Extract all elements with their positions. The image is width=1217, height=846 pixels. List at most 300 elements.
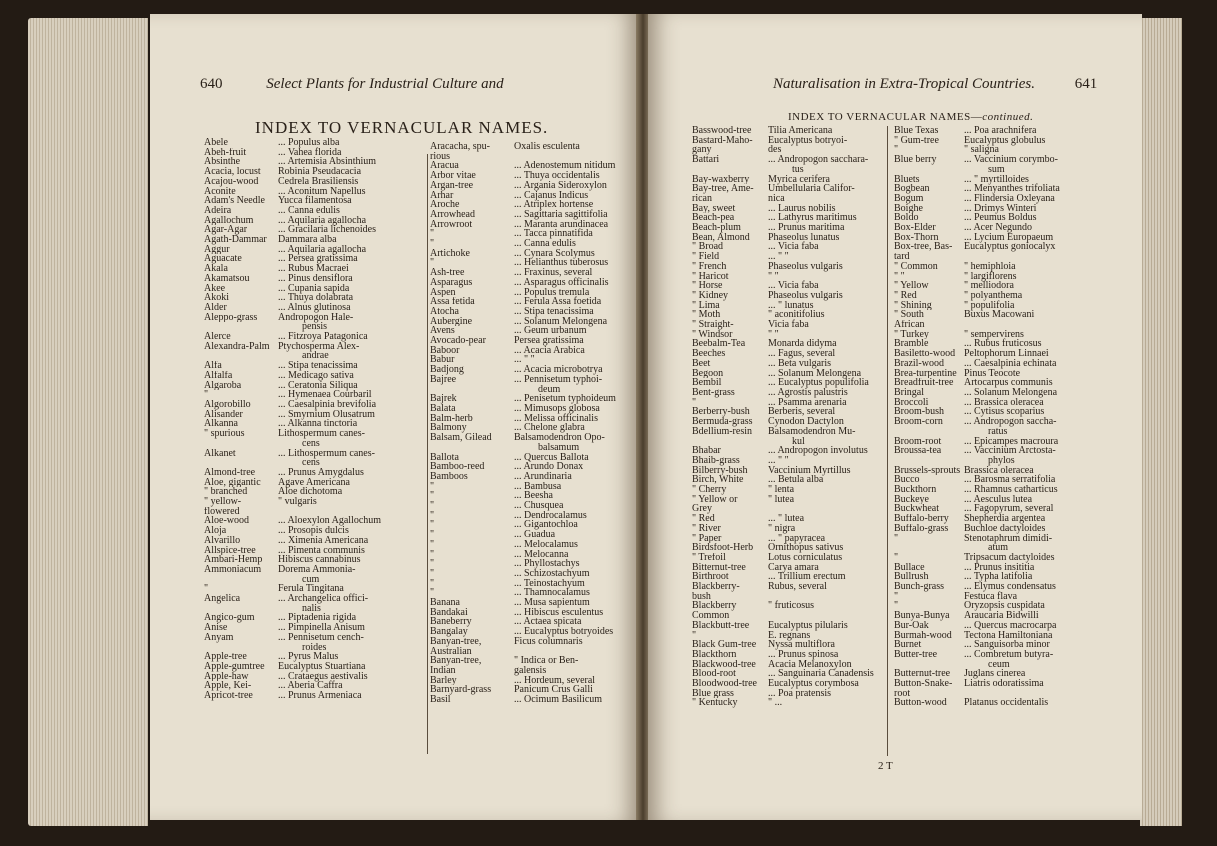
vernacular-name: Bembil [692,378,722,388]
scientific-name: ... Eucalyptus botryoides [514,626,614,638]
vernacular-name: " [204,584,209,595]
scientific-name: ... Lycium Europaeum [964,231,1054,243]
index-entry [894,650,1060,660]
scientific-name: Eucalyptus botryoi- [768,134,848,146]
vernacular-name: " [894,601,899,612]
scientific-name: ratus [988,425,1008,437]
scientific-name: ... Stipa tenacissima [278,360,358,372]
scientific-name: Araucaria Bidwilli [964,610,1039,622]
vernacular-name: " [430,549,435,560]
vernacular-name: " Gum-tree [894,135,939,146]
vernacular-name: Bitternut-tree [692,562,746,573]
scientific-name: ... Typha latifolia [964,571,1033,583]
vernacular-name: Agar-Agar [204,225,248,236]
vernacular-name: Balmony [430,423,467,434]
scientific-name: Lithospermum canes- [278,428,365,440]
vernacular-name: Common [692,611,730,621]
scientific-name: " hemiphloia [964,260,1016,272]
vernacular-name: Alkanna [204,419,238,430]
scientific-name: ... Hymenaea Courbaril [278,389,372,401]
vernacular-name: Beeches [692,349,726,359]
running-head-left [200,76,504,93]
vernacular-name: Alder [204,302,227,313]
scientific-name: ... Vaccinium corymbo- [964,154,1058,166]
scientific-name: ... " lutea [768,513,805,525]
scientific-name: ... Andropogon sacchara- [768,154,869,166]
scientific-name: Peltophorum Linnaei [964,348,1049,360]
scientific-name: ... Melocanna [514,548,569,560]
scientific-name: ... Actaea spicata [514,616,582,628]
scientific-name: ... Trillium erectum [768,571,846,583]
vernacular-name: " [430,501,435,511]
scientific-name: Agave Americana [278,476,350,488]
vernacular-name: Acajou-wood [204,176,259,187]
scientific-name: ... Pennisetum cench- [278,631,364,643]
vernacular-name: Bajree [430,374,457,385]
scientific-name: ... Rhamnus catharticus [964,484,1058,496]
scientific-name: ... " " [514,354,535,366]
vernacular-name: root [894,688,911,699]
vernacular-name: " Moth [692,310,721,321]
scientific-name: Persea gratissima [514,335,584,347]
vernacular-name: " French [692,261,727,272]
vernacular-name: Beebalm-Tea [692,339,746,350]
index-entry [204,429,381,439]
scientific-name: " polyanthema [964,289,1023,301]
scientific-name: ... Gigantochloa [514,519,578,531]
vernacular-name: Beach-plum [692,223,741,233]
scientific-name: Buchloe dactyloides [964,522,1046,534]
scientific-name: ... Pimenta communis [278,544,365,556]
index-entry [692,582,874,592]
vernacular-name: Baneberry [430,617,472,628]
index-entry [692,495,874,505]
vernacular-name: Buffalo-grass [894,523,949,534]
vernacular-name: Blue grass [692,688,734,699]
vernacular-name: Agath-Dammar [204,235,267,245]
vernacular-name: Aggur [204,244,230,255]
index-entry [204,594,381,604]
scientific-name: ... Elymus condensatus [964,581,1056,593]
vernacular-name: Bamboos [430,471,468,482]
vernacular-name: " [204,390,209,400]
vernacular-name: " Common [894,261,938,272]
scientific-name: ... Adenostemum nitidum [514,160,616,172]
scientific-name: ... Vicia faba [768,241,819,253]
scientific-name: Platanus occidentalis [964,697,1049,709]
vernacular-name: Bluets [894,174,920,185]
scientific-name: " lenta [768,484,795,496]
vernacular-name: Bean, Almond [692,232,750,243]
scientific-name: ... Alnus glutinosa [278,301,351,313]
vernacular-name: Bay-waxberry [692,174,750,185]
vernacular-name: " River [692,523,721,534]
vernacular-name: Burmah-wood [894,630,952,641]
vernacular-name: " [430,568,435,579]
vernacular-name: Blackthorn [692,649,737,660]
vernacular-name: Bullace [894,562,925,573]
scientific-name: nalis [302,602,321,614]
scientific-name: ... Tacca pinnatifida [514,228,593,240]
vernacular-name: Bringal [894,387,924,398]
right-column-1 [692,126,874,708]
index-entry [894,242,1060,252]
vernacular-name: Apple, Kei- [204,681,252,692]
vernacular-name: Bay-tree, Ame- [692,184,754,194]
scientific-name: ... Thamnocalamus [514,587,590,599]
scientific-name: Rubus, several [768,581,827,593]
index-entry [692,320,874,330]
vernacular-name: Bloodwood-tree [692,679,757,689]
vernacular-name: Aracacha, spu- [430,142,490,152]
vernacular-name: Bilberry-bush [692,465,748,476]
vernacular-name: Blackwood-tree [692,659,756,670]
scientific-name: ... Aberia Caffra [278,680,343,692]
scientific-name: Dorema Ammonia- [278,563,356,575]
vernacular-name: Algorobillo [204,399,251,410]
vernacular-name: Balsam, Gilead [430,433,492,443]
scientific-name: " ... [768,697,783,709]
vernacular-name: flowered [204,506,240,517]
scientific-name: ... Atriplex hortense [514,199,594,211]
vernacular-name: " [430,258,435,269]
scientific-name: Balsamodendron Mu- [768,425,856,437]
scientific-name: ... Sanguinaria Canadensis [768,668,874,680]
index-entry [430,375,616,385]
vernacular-name: Bogbean [894,184,930,194]
vernacular-name: Basil [430,695,451,705]
vernacular-name: Beach-pea [692,213,735,224]
scientific-name: ... Cajanus Indicus [514,189,589,201]
scientific-name: ... Combretum butyra- [964,648,1054,660]
index-entry [204,497,381,507]
scientific-name: ... Drimys Winteri [964,202,1037,214]
scientific-name: Yucca filamentosa [278,195,352,207]
vernacular-name: Broussa-tea [894,446,942,456]
scientific-name: ... Melocalamus [514,538,578,550]
vernacular-name: tard [894,252,910,262]
scientific-name: Vicia faba [768,319,809,331]
scientific-name: Oxalis esculenta [514,141,580,152]
vernacular-name: " [430,510,435,521]
vernacular-name: Birthroot [692,572,729,583]
vernacular-name: Boighe [894,203,923,214]
page-number-left: 640 [200,76,223,92]
vernacular-name: Akoki [204,293,229,303]
vernacular-name: bush [692,591,711,602]
scientific-name: ... Solanum Melongena [964,386,1058,398]
scientific-name: ... Stipa tenacissima [514,305,594,317]
scientific-name: Nyssa multiflora [768,639,835,651]
scientific-name: ... Thuya occidentalis [514,170,600,182]
vernacular-name: Alerce [204,332,231,342]
vernacular-name: Box-Thorn [894,232,939,243]
scientific-name: ceum [988,658,1010,670]
index-subtitle-text: INDEX TO VERNACULAR NAMES— [788,111,983,123]
scientific-name: ... Alkanna tinctoria [278,418,358,430]
vernacular-name: " [430,530,435,540]
scientific-name: ... Rubus Macraei [278,263,349,275]
vernacular-name: " Haricot [692,271,729,282]
page-number-right: 641 [1074,76,1098,92]
scientific-name: ... Lathyrus maritimus [768,212,857,224]
vernacular-name: Assa fetida [430,297,475,307]
right-page [648,14,1142,820]
vernacular-name: Box-Elder [894,223,936,233]
scientific-name: ... Quercus macrocarpa [964,619,1057,631]
vernacular-name: Ballota [430,452,459,463]
vernacular-name: " Yellow [894,281,929,291]
vernacular-name: Bent-grass [692,387,735,398]
vernacular-name: " Broad [692,242,724,253]
index-entry [430,142,616,152]
scientific-name: ... Gracilaria lichenoides [278,224,377,236]
vernacular-name: Bhaib-grass [692,455,740,466]
scientific-name: andrae [302,350,329,362]
vernacular-name: Blue Texas [894,126,939,136]
vernacular-name: " [894,591,899,602]
vernacular-name: Avocado-pear [430,336,486,346]
vernacular-name: " " [894,271,905,282]
scientific-name: Andropogon Hale- [278,311,354,323]
scientific-name: ... Bambusa [514,480,562,492]
scientific-name: " sempervirens [964,328,1024,340]
scientific-name: Eucalyptus globulus [964,134,1046,146]
vernacular-name: " [894,145,899,156]
index-entry [692,689,874,699]
vernacular-name: " Paper [692,533,722,544]
scientific-name: ... Peumus Boldus [964,212,1037,224]
scientific-name: Umbellularia Califor- [768,183,855,195]
vernacular-name: Bur-Oak [894,620,929,631]
scientific-name: ... Vaccinium Arctosta- [964,445,1056,457]
left-column-1 [204,138,381,701]
scientific-name: roides [302,641,327,653]
index-entry [692,698,874,708]
scientific-name: Tectona Hamiltoniana [964,629,1053,641]
scientific-name: ... Ocimum Basilicum [514,694,603,706]
scientific-name: Myrica cerifera [768,173,830,185]
scientific-name: pensis [302,321,327,333]
scientific-name: ... Hibiscus esculentus [514,606,604,618]
index-entry [894,155,1060,165]
scientific-name: ... Aloexylon Agallochum [278,515,382,527]
scientific-name: " lutea [768,493,795,505]
vernacular-name: " Windsor [692,329,733,340]
index-entry [430,433,616,443]
vernacular-name: " [430,229,435,240]
scientific-name: Cedrela Brasiliensis [278,175,359,187]
scientific-name: ... Lithospermum canes- [278,447,375,459]
vernacular-name: " Horse [692,281,723,291]
vernacular-name: Argan-tree [430,180,474,191]
scientific-name: ... Smyrnium Olusatrum [278,408,375,420]
scientific-name: Phaseolus vulgaris [768,289,843,301]
index-title: INDEX TO VERNACULAR NAMES. [255,118,549,137]
scientific-name: ... Acacia Arabica [514,344,585,356]
scientific-name: Hibiscus cannabinus [278,554,361,566]
vernacular-name: Ammoniacum [204,564,262,575]
vernacular-name: Broom-corn [894,417,943,427]
scientific-name: ... Arundo Donax [514,461,584,473]
vernacular-name: Blackberry- [692,582,740,592]
left-page [150,14,638,820]
running-head-title-right: Naturalisation in Extra-Tropical Countries. [773,76,1035,92]
scientific-name: " largiflorens [964,270,1017,282]
scientific-name: ... Aquilaria agallocha [278,214,367,226]
vernacular-name: Arbor vitae [430,171,476,181]
vernacular-name: Abeh-fruit [204,147,247,158]
scientific-name: ... Schizostachyum [514,567,590,579]
vernacular-name: Black Gum-tree [692,640,757,650]
vernacular-name: Arrowroot [430,219,473,230]
vernacular-name: Barnyard-grass [430,685,492,696]
scientific-name: " fruticosus [768,600,815,612]
scientific-name: ... Canna edulis [278,204,340,216]
vernacular-name: gany [692,145,712,156]
vernacular-name: Brea-turpentine [894,368,957,379]
vernacular-name: Brazil-wood [894,358,944,369]
vernacular-name: Birch, White [692,475,744,486]
vernacular-name: Artichoke [430,248,470,259]
vernacular-name: " Red [894,290,917,301]
vernacular-name: Adam's Needle [204,196,265,206]
scientific-name: ... Vicia faba [768,280,819,292]
page-edges-left [28,18,148,826]
scientific-name: ... Caesalpinia echinata [964,357,1057,369]
vernacular-name: rious [430,151,450,162]
scientific-name: ... Asparagus officinalis [514,276,609,288]
scientific-name: ... Fraxinus, several [514,267,593,279]
vernacular-name: Balata [430,403,456,414]
vernacular-name: Buffalo-berry [894,514,949,524]
scientific-name: Ficus columnaris [514,635,583,647]
vernacular-name: Banyan-tree, [430,636,482,647]
scientific-name: ... Barosma serratifolia [964,474,1056,486]
scientific-name: Juglans cinerea [964,668,1026,680]
vernacular-name: " [430,520,435,531]
scientific-name: Festuca flava [964,590,1018,602]
index-entry [692,427,874,437]
vernacular-name: Banana [430,598,460,608]
vernacular-name: " Trefoil [692,552,726,563]
vernacular-name: Angico-gum [204,613,255,624]
vernacular-name: Aloja [204,526,227,536]
vernacular-name: " Cherry [692,485,727,495]
scientific-name: ... Quercus Ballota [514,451,589,463]
scientific-name: Ferula Tingitana [278,583,344,595]
scientific-name: ... Poa arachnifera [964,125,1037,136]
scientific-name: ... Psamma arenaria [768,396,847,408]
scientific-name: Brassica oleracea [964,464,1034,476]
vernacular-name: Aleppo-grass [204,312,258,323]
scientific-name: Robinia Pseudacacia [278,166,362,178]
vernacular-name: Broccoli [894,397,929,408]
vernacular-name: Bunya-Bunya [894,611,950,621]
scientific-name: ... " lunatus [768,299,814,311]
scientific-name: ... Hordeum, several [514,674,596,686]
vernacular-name: Badjong [430,365,464,375]
index-entry [894,310,1060,320]
vernacular-name: " [692,397,697,408]
scientific-name: " populifolia [964,299,1015,311]
vernacular-name: " [430,578,435,589]
vernacular-name: Aloe, gigantic [204,477,261,488]
vernacular-name: " Lima [692,300,720,311]
vernacular-name: Apple-tree [204,652,247,662]
scientific-name: ... Populus tremula [514,286,590,298]
running-head-title-left: Select Plants for Industrial Culture and [266,76,504,92]
vernacular-name: Akamatsou [204,273,250,284]
scientific-name: ... Epicampes macroura [964,435,1059,447]
scientific-name: " vulgaris [278,496,317,508]
scientific-name: ... Beta vulgaris [768,357,832,369]
scientific-name: ... Fitzroya Patagonica [278,331,368,343]
scientific-name: Panicum Crus Galli [514,684,593,696]
column-divider-right [887,126,888,756]
vernacular-name: " Kidney [692,290,729,301]
scientific-name: balsamum [538,441,580,453]
scientific-name: ... Argania Sideroxylon [514,179,607,191]
scientific-name: Stenotaphrum dimidi- [964,532,1053,544]
vernacular-name: Aguacate [204,254,242,265]
vernacular-name: Balm-herb [430,413,473,424]
scientific-name: Tripsacum dactyloides [964,551,1055,563]
scientific-name: Shepherdia argentea [964,513,1046,525]
scientific-name: ... Pennisetum typhoi- [514,373,603,385]
vernacular-name: Alexandra-Palm [204,341,270,352]
scientific-name: Eucalyptus pilularis [768,619,848,631]
vernacular-name: Begoon [692,368,724,379]
scientific-name: Acacia Melanoxylon [768,658,852,670]
vernacular-name: Berberry-bush [692,407,750,418]
scientific-name: ... Fagus, several [768,348,836,360]
vernacular-name: " [430,588,435,599]
scientific-name: ... Prunus spinosa [768,648,839,660]
scientific-name: ... Pimpinella Anisum [278,622,365,634]
vernacular-name: Blue berry [894,155,937,165]
vernacular-name: Bramble [894,339,929,350]
scientific-name: ... Cynara Scolymus [514,247,595,259]
scientific-name: ... Canna edulis [514,238,576,250]
scientific-name: " Indica or Ben- [514,655,579,667]
scientific-name: ... Teinostachyum [514,577,585,589]
vernacular-name: " spurious [204,429,245,439]
scientific-name: ... Phyllostachys [514,558,580,570]
vernacular-name: Box-tree, Bas- [894,242,953,253]
vernacular-name: Bogum [894,193,924,204]
scientific-name: ... Solanum Melongena [768,367,862,379]
scientific-name: ... Thuya dolabrata [278,292,354,304]
scientific-name: ... Mimusops globosa [514,402,600,414]
scientific-name: E. regnans [768,629,811,641]
scientific-name: ... Beesha [514,490,553,502]
scientific-name: " nigra [768,522,796,534]
scientific-name: ... Medicago sativa [278,369,354,381]
vernacular-name: rican [692,193,712,204]
scientific-name: ... Ximenia Americana [278,534,369,546]
vernacular-name: Babur [430,355,455,366]
scientific-name: ... Prosopis dulcis [278,525,349,537]
index-entry [894,534,1060,544]
scientific-name: ... Artemisia Absinthium [278,156,377,168]
scientific-name: ... Solanum Melongena [514,315,608,327]
vernacular-name: Agallochum [204,215,254,226]
scientific-name: ... Cupania sapida [278,282,350,294]
scientific-name: Liatris odoratissima [964,678,1044,690]
scientific-name: ... Chelone glabra [514,422,585,434]
vernacular-name: Alisander [204,409,243,420]
